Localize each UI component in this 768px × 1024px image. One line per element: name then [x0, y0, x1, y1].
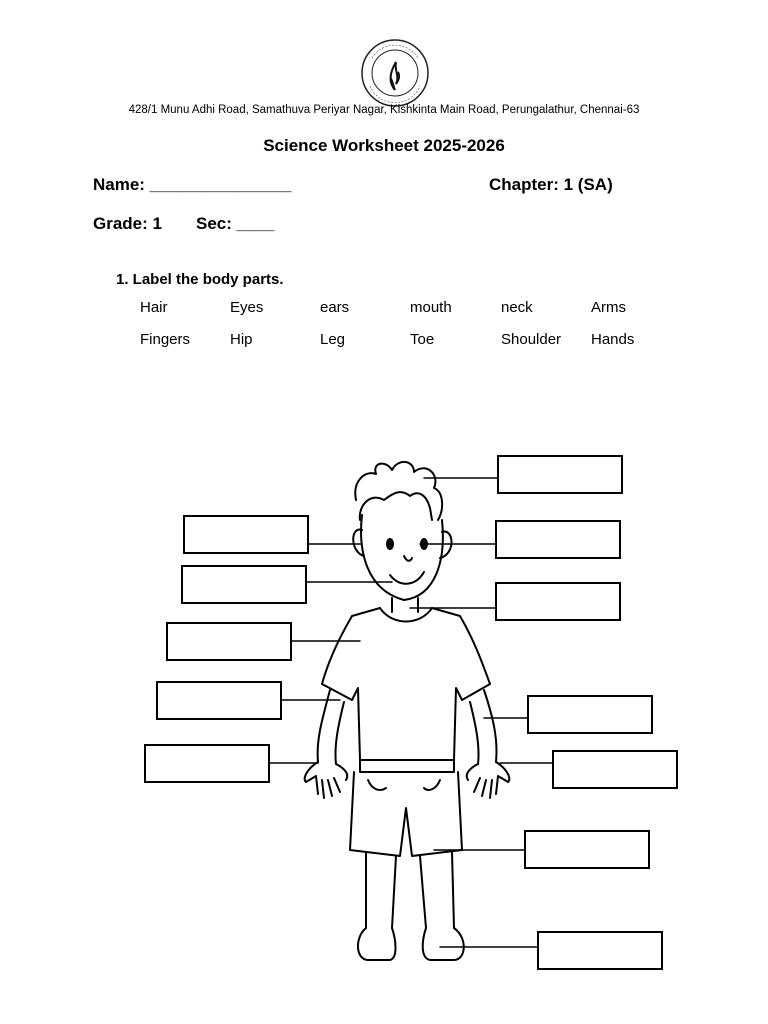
word-bank-item: neck	[501, 299, 533, 316]
word-bank-item: Arms	[591, 299, 626, 316]
name-field: Name: _______________	[93, 175, 292, 194]
question-text: 1. Label the body parts.	[116, 271, 284, 288]
label-box[interactable]	[145, 745, 269, 782]
chapter-label: Chapter: 1 (SA)	[489, 175, 613, 194]
label-box[interactable]	[184, 516, 308, 553]
label-box[interactable]	[167, 623, 291, 660]
label-box[interactable]	[553, 751, 677, 788]
word-bank-item: Fingers	[140, 331, 191, 348]
label-box[interactable]	[528, 696, 652, 733]
label-box[interactable]	[496, 583, 620, 620]
body-diagram	[130, 440, 690, 980]
word-bank-item: Hair	[140, 299, 168, 316]
section-field: Sec: ____	[196, 214, 275, 233]
word-bank-item: Leg	[320, 331, 346, 348]
school-logo	[358, 38, 432, 108]
worksheet-title: Science Worksheet 2025-2026	[263, 136, 505, 155]
label-box[interactable]	[498, 456, 622, 493]
label-box[interactable]	[538, 932, 662, 969]
label-box[interactable]	[157, 682, 281, 719]
word-bank-item: ears	[320, 299, 350, 316]
word-bank-item: Toe	[410, 331, 435, 348]
word-bank-item: Hands	[591, 331, 635, 348]
school-address: 428/1 Munu Adhi Road, Samathuva Periyar Nagar, Kishkinta Main Road, Perungalathur, Chennai-63	[128, 104, 640, 116]
word-bank-item: Hip	[230, 331, 253, 348]
label-box[interactable]	[525, 831, 649, 868]
word-bank-item: Eyes	[230, 299, 264, 316]
grade-label: Grade: 1	[93, 214, 162, 233]
label-box[interactable]	[496, 521, 620, 558]
label-box[interactable]	[182, 566, 306, 603]
word-bank-item: mouth	[410, 299, 452, 316]
word-bank-item: Shoulder	[501, 331, 562, 348]
